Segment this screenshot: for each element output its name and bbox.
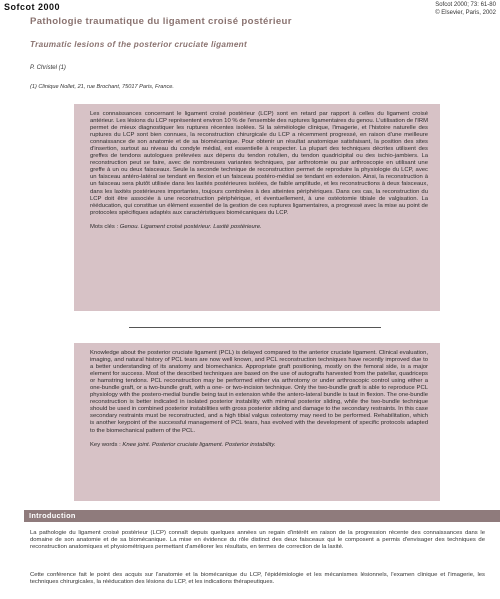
keywords-english-label: Key words :: [90, 441, 121, 448]
journal-name: Sofcot 2000: [4, 2, 61, 12]
article-author: P. Christel (1): [30, 65, 66, 71]
introduction-paragraph-2: Cette conférence fait le point des acquis sur l'anatomie et la biomécanique du LCP, l'épidémiologie et les mécanismes lésionnels, l'examen clinique et l'imagerie, les techniques chirurgicales, la rééducation des lésions du LCP, et les indications thérapeutiques.: [30, 572, 485, 586]
keywords-french: [90, 224, 428, 231]
abstract-english-text: Knowledge about the posterior cruciate ligament (PCL) is delayed compared to the anterior cruciate ligament. Clinical evaluation, imaging, and natural history of PCL tears are now well known, and PCL reconstruction techniques have recently improved due to a better understanding of its anatomy and biomechanics. Appropriate graft positioning, mostly on the femoral side, is a major element for success. Most of the described techniques are based on the use of autografts harvested from the patellar, quadriceps or hamstring tendons. PCL reconstruction may be performed either via arthrotomy or under arthroscopic control using either a one-bundle graft, or a two-bundle graft, with a one- or two-incision technique. Only the two-bundle graft is able to reproduce PCL physiology with the postero-medial bundle being taut in extension while the antero-lateral bundle is taut in flexion. The one-bundle reconstruction is better indicated in isolated posterior instability with minimal posterior sliding, while the two-bundle technique should be used in combined posterior instabilities with gross posterior sliding and damage to the secondary restraints. In this case secondary restraints must be reconstructed, and a high tibial valgus osteotomy may need to be performed. Rehabilitation, which is another keypoint of the successful management of PCL tears, has evolved with the development of specific protocols adapted to the biomechanical pattern of the PCL.: [90, 350, 428, 434]
article-subtitle: Traumatic lesions of the posterior cruciate ligament: [30, 40, 248, 49]
keywords-english-values: Knee joint. Posterior cruciate ligament. Posterior instability.: [122, 441, 276, 448]
keywords-french-label: Mots clés :: [90, 223, 119, 230]
citation-copyright: © Elsevier, Paris, 2002: [435, 9, 496, 16]
citation-volume: Sofcot 2000; 73: 61-80: [435, 2, 496, 8]
keywords-french-values: Genou. Ligament croisé postérieur. Laxité postérieure.: [119, 223, 262, 230]
abstract-separator: [129, 327, 381, 328]
section-heading-introduction: Introduction: [24, 510, 500, 522]
citation-info: [435, 2, 496, 17]
abstract-english: [74, 343, 440, 501]
introduction-paragraph-1: La pathologie du ligament croisé postérieur (LCP) connaît depuis quelques années un regain d'intérêt en raison de la progression récente des connaissances dans le domaine de son anatomie et de sa biomécanique. La mise en évidence du rôle distinct des deux faisceaux qui le composent a permis d'envisager des techniques de reconstruction anatomiques et physiométriques permettant d'améliorer les résultats, en termes de correction de la laxité.: [30, 530, 485, 551]
abstract-french-text: Les connaissances concernant le ligament croisé postérieur (LCP) sont en retard par rapport à celles du ligament croisé antérieur. Les lésions du LCP représentent environ 10 % de l'ensemble des ruptures ligamentaires du genou. L'utilisation de l'IRM permet de mieux diagnostiquer les ruptures récentes isolées. Si la séméiologie clinique, l'imagerie, et l'histoire naturelle des ruptures du LCP sont bien connues, la reconstruction chirurgicale du LCP a récemment progressé, en raison d'une meilleure connaissance de son anatomie et de sa biomécanique. Pour obtenir un résultat anatomique satisfaisant, la position des sites d'insertion, surtout au niveau du condyle médial, est essentielle à respecter. La plupart des techniques décrites utilisent des greffes de tendons autologues prélevées aux dépens du tendon rotulien, du tendon quadricipital ou des ischio-jambiers. La reconstruction peut se faire, avec de nombreuses variantes techniques, par arthrotomie ou par arthroscopie en utilisant une greffe à un ou deux faisceaux. Seule la seconde technique de reconstruction permet de reproduire la physiologie du LCP, avec un faisceau antéro-latéral se tendant en flexion et un faisceau postéro-médial se tendant en extension. Ainsi, la reconstruction à un faisceau sera plutôt utilisée dans les laxités postérieures isolées, de faible amplitude, et les reconstructions à deux faisceaux, dans les laxités postérieures importantes, toujours combinées à des atteintes périphériques. Dans ces cas, la reconstruction du LCP doit être associée à une reconstruction périphérique, et éventuellement, à une ostéotomie tibiale de valgisation. La rééducation, qui constitue un élément essentiel de la gestion de ces ruptures ligamentaires, a progressé avec la mise au point de protocoles spécifiques adaptés aux caractéristiques biomécaniques du LCP.: [90, 111, 428, 216]
abstract-french: [74, 104, 440, 311]
article-affiliation: (1) Clinique Nollet, 21, rue Brochant, 75017 Paris, France.: [30, 84, 174, 90]
keywords-english: [90, 442, 428, 449]
article-title: Pathologie traumatique du ligament croisé postérieur: [30, 16, 292, 27]
